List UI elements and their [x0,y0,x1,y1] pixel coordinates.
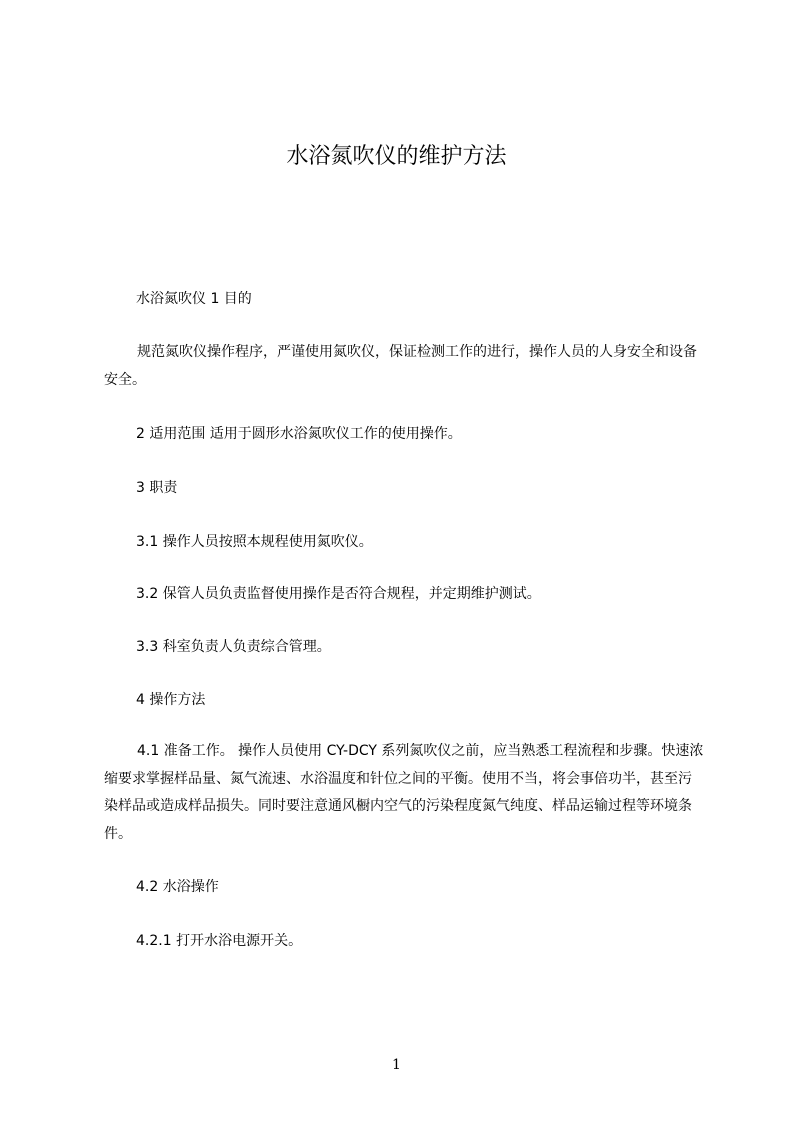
paragraph-4-2-1: 4.2.1 打开水浴电源开关。 [136,933,303,949]
paragraph-purpose-body: 规范氮吹仪操作程序，严谨使用氮吹仪，保证检测工作的进行，操作人员的人身安全和设备安全。 [104,344,697,388]
page-number: 1 [392,1057,401,1073]
paragraph-purpose-heading: 水浴氮吹仪 1 目的 [136,291,252,307]
paragraph-scope: 2 适用范围 适用于圆形水浴氮吹仪工作的使用操作。 [136,426,462,442]
paragraph-responsibility-heading: 3 职责 [136,480,178,496]
paragraph-3-1: 3.1 操作人员按照本规程使用氮吹仪。 [136,534,373,550]
paragraph-method-heading: 4 操作方法 [136,692,206,708]
document-title: 水浴氮吹仪的维护方法 [286,144,507,169]
paragraph-3-2: 3.2 保管人员负责监督使用操作是否符合规程，并定期维护测试。 [136,586,541,602]
paragraph-3-3: 3.3 科室负责人负责综合管理。 [136,639,331,655]
paragraph-4-1: 4.1 准备工作。 操作人员使用 CY-DCY 系列氮吹仪之前，应当熟悉工程流程和步骤。快速浓缩要求掌握样品量、氮气流速、水浴温度和针位之间的平衡。使用不当，将会事倍功半，甚至污染样品或造成样品损失。同时要注意通风橱内空气的污染程度氮气纯度、样品运输过程等环境条件。 [104,743,704,842]
paragraph-4-2: 4.2 水浴操作 [136,879,219,895]
